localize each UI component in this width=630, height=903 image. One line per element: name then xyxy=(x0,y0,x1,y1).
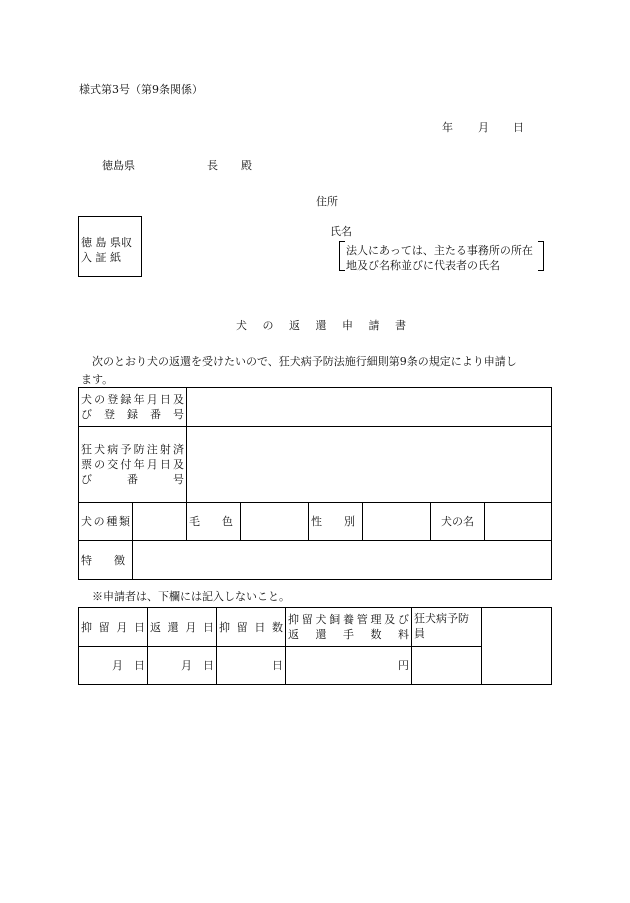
table-row xyxy=(79,427,552,503)
applicant-note-line1: 法人にあっては、主たる事務所の所在 xyxy=(346,244,533,257)
registration-input-cell[interactable] xyxy=(187,388,552,427)
stamp-box-line1: 徳 島 県収 xyxy=(81,236,132,249)
note-bracket-right xyxy=(538,241,544,271)
fee-unit: 円 xyxy=(398,659,409,672)
breed-label: 犬の種類 xyxy=(81,515,130,528)
dog-info-table xyxy=(78,387,552,580)
fee-label-line1: 抑留犬飼養管理及び xyxy=(288,613,409,626)
registration-label-cell xyxy=(79,388,187,427)
detain-days-unit: 日 xyxy=(272,659,283,672)
body-text-line2: ます。 xyxy=(81,373,114,386)
breed-label-cell xyxy=(79,503,133,541)
officer-value-cell[interactable] xyxy=(412,647,482,685)
features-input-cell[interactable] xyxy=(133,541,552,580)
sex-input-cell[interactable] xyxy=(363,503,431,541)
dog-name-input-cell[interactable] xyxy=(485,503,552,541)
dog-name-label: 犬の名 xyxy=(441,515,474,528)
revenue-stamp-box xyxy=(78,216,142,277)
color-label-cell xyxy=(187,503,241,541)
fee-value-cell[interactable] xyxy=(286,647,412,685)
table-row xyxy=(79,503,552,541)
color-label: 毛 色 xyxy=(189,515,233,528)
officer-header xyxy=(412,608,482,647)
vaccination-label-cell xyxy=(79,427,187,503)
vaccination-label-line1: 狂犬病予防注射済 xyxy=(81,443,184,456)
fee-label-line2: 返 還 手 数 料 xyxy=(288,628,409,641)
table-row xyxy=(79,608,552,647)
table-row xyxy=(79,541,552,580)
sex-label-cell xyxy=(309,503,363,541)
return-date-unit: 月 日 xyxy=(181,659,214,672)
table-row xyxy=(79,647,552,685)
detain-days-value-cell[interactable] xyxy=(217,647,286,685)
date-day-label: 日 xyxy=(513,121,524,134)
detain-date-header xyxy=(79,608,148,647)
applicant-address-label: 住所 xyxy=(316,195,338,208)
note-bracket-left xyxy=(339,241,345,271)
sex-label: 性 別 xyxy=(311,515,355,528)
features-label-cell xyxy=(79,541,133,580)
form-number: 様式第3号（第9条関係） xyxy=(79,83,203,96)
return-date-header xyxy=(148,608,217,647)
addressee-prefecture: 徳島県 xyxy=(102,159,135,172)
vaccination-label-line3: び 番 号 xyxy=(81,473,184,486)
detain-days-label: 抑 留 日 数 xyxy=(219,620,283,634)
applicant-note-line2: 地及び名称並びに代表者の氏名 xyxy=(346,259,500,272)
addressee-title: 長 xyxy=(207,159,218,172)
vaccination-label-line2: 票の交付年月日及 xyxy=(81,458,184,471)
registration-label-line1: 犬の登録年月日及 xyxy=(81,393,184,406)
date-year-label: 年 xyxy=(442,121,453,134)
dog-name-label-cell xyxy=(431,503,485,541)
date-month-label: 月 xyxy=(478,121,489,134)
stamp-box-line2: 入 証 紙 xyxy=(81,251,121,264)
office-use-table xyxy=(78,607,552,685)
detain-date-unit: 月 日 xyxy=(112,659,145,672)
detain-date-value-cell[interactable] xyxy=(79,647,148,685)
vaccination-input-cell[interactable] xyxy=(187,427,552,503)
table-row xyxy=(79,388,552,427)
detain-days-header xyxy=(217,608,286,647)
color-input-cell[interactable] xyxy=(241,503,309,541)
applicant-name-label: 氏名 xyxy=(330,225,352,238)
addressee-honorific: 殿 xyxy=(241,159,252,172)
breed-input-cell[interactable] xyxy=(133,503,187,541)
body-text-line1: 次のとおり犬の返還を受けたいので、狂犬病予防法施行細則第9条の規定により申請し xyxy=(92,355,517,368)
return-date-value-cell[interactable] xyxy=(148,647,217,685)
document-title: 犬 の 返 還 申 請 書 xyxy=(236,319,412,332)
detain-date-label: 抑 留 月 日 xyxy=(81,620,145,634)
office-use-note: ※申請者は、下欄には記入しないこと。 xyxy=(92,590,290,603)
officer-label-line1: 狂犬病予防 xyxy=(414,612,469,625)
officer-label-line2: 員 xyxy=(414,627,425,640)
fee-header xyxy=(286,608,412,647)
seal-cell[interactable] xyxy=(482,608,552,685)
features-label: 特 徴 xyxy=(81,553,125,567)
return-date-label: 返 還 月 日 xyxy=(150,620,214,634)
registration-label-line2: び 登 録 番 号 xyxy=(81,408,184,421)
